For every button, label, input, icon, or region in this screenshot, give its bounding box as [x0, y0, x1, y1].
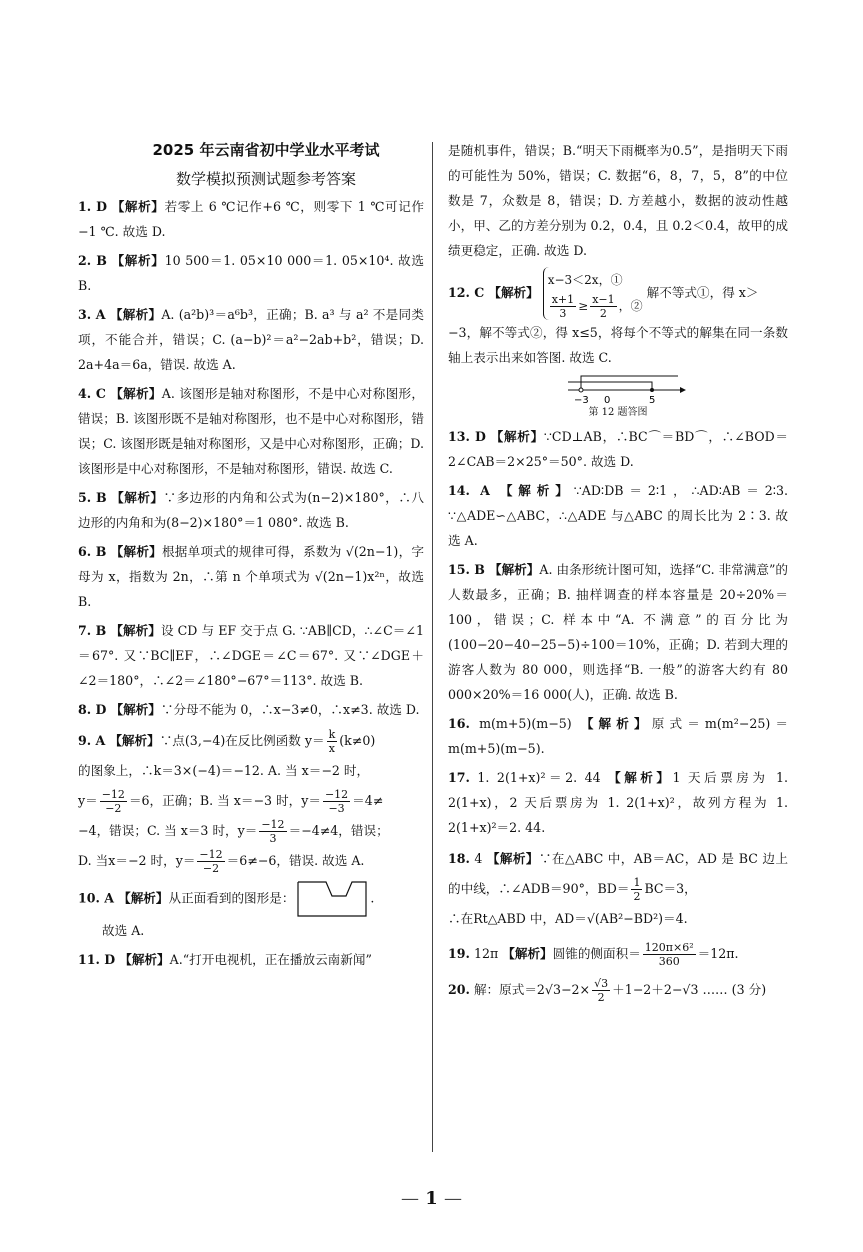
- analysis-text: ∵分母不能为 0，∴x−3≠0，∴x≠3. 故选 D.: [160, 702, 420, 717]
- answer-item-7: [78, 618, 424, 693]
- analysis-tag: 【解析】: [490, 429, 544, 444]
- fraction: $\frac{-12}{-2}$: [199, 848, 223, 875]
- number-line-figure: [566, 372, 686, 406]
- front-view-figure: [296, 880, 368, 918]
- answer-item-13: [448, 424, 788, 474]
- analysis-text: A.“打开电视机，正在播放云南新闻”: [169, 952, 372, 967]
- score-note: (3 分): [731, 982, 767, 997]
- answer-item-12: 12. C 【解析】 x−3＜2x，① $\frac{x+1}{3}$ ≥ $\frac{x-1}{2}$ ，② 解不等式①，得 x＞ −3，解不等式②，得 x≤5，将每个不等式的解集在同一条数轴上表示出来如答图. 故选 C. −3 0 5 第 12 题答图: [448, 267, 788, 420]
- column-divider: [432, 142, 433, 1152]
- answer-item-3: [78, 302, 424, 377]
- page-title: 2025 年云南省初中学业水平考试: [152, 141, 380, 159]
- answer-choice: 5. B: [78, 490, 107, 505]
- analysis-tag: 【解析】: [119, 952, 170, 967]
- axis-label-5: 5: [649, 395, 656, 406]
- answer-item-16: [448, 711, 788, 761]
- answer-value: 1. 2(1+x)²＝2. 44: [477, 770, 601, 785]
- analysis-tag: 【解析】: [110, 544, 162, 559]
- answer-number: 16.: [448, 716, 470, 731]
- answer-item-11: [78, 947, 424, 972]
- left-column: [78, 138, 424, 976]
- answer-number: 18.: [448, 851, 470, 866]
- answer-value: m(m+5)(m−5): [479, 716, 572, 731]
- answer-choice: 2. B: [78, 253, 107, 268]
- answer-number: 20.: [448, 982, 470, 997]
- right-column: [448, 138, 788, 1010]
- fraction: $\frac{1}{2}$: [633, 876, 641, 903]
- answer-item-4: [78, 381, 424, 481]
- answer-item-1: [78, 194, 424, 244]
- analysis-tag: 【解析】: [118, 890, 169, 906]
- analysis-text: A. 由条形统计图可知，选择“C. 非常满意”的人数最多，正确；B. 抽样调查的样本容量是 20÷20%＝100，错误；C. 样本中“A. 不满意”的百分比为(100−20−40−25−5)÷100＝10%，正确；D. 若到大理的游客人数为 80 000，则选择“B. 一般”的游客大约有 80 000×20%＝16 000(人)，正确. 故选 B.: [448, 562, 789, 702]
- analysis-text: ∵AD∶DB＝2∶1，∴AD∶AB＝2∶3. ∵△ADE∽△ABC，∴△ADE 与△ABC 的周长比为 2∶3. 故选 A.: [448, 483, 789, 548]
- answer-choice: 6. B: [78, 544, 107, 559]
- page-number: — 1 —: [400, 1188, 463, 1209]
- page-subtitle: 数学模拟预测试题参考答案: [175, 170, 356, 188]
- analysis-text: A. (a²b)³＝a⁶b³，正确；B. a³ 与 a² 不是同类项，不能合并，错误；C. (a−b)²＝a²−2ab+b²，错误；D. 2a+4a＝6a，错误. 故选 A.: [78, 307, 424, 372]
- analysis-tag: 【解析】: [109, 733, 160, 748]
- answer-choice: 13. D: [448, 429, 486, 444]
- fraction: $\frac{-12}{-3}$: [324, 788, 349, 815]
- answer-item-19: 19. 12π 【解析】圆锥的侧面积＝ $\frac{\text{120π×6²}}{360}$ ＝12π.: [448, 941, 739, 968]
- analysis-text: 1 天后票房为 1. 2(1+x)，2 天后票房为 1. 2(1+x)²，故列方程为 1. 2(1+x)²＝2. 44.: [448, 770, 788, 835]
- analysis-text: 从正面看到的图形是：: [168, 890, 295, 906]
- answer-item-9: 9. A 【解析】∵点(3,−4)在反比例函数 y＝ $\frac{k}{x}$ (k≠0) 的图象上，∴k＝3×(−4)＝−12. A. 当 x＝−2 时， y＝ $\frac{-12}{-2}$ ＝6，正确；B. 当 x＝−3 时，y＝ $\frac{-12}{-3}$ ＝4≠ −4，错误；C. 当 x＝3 时，y＝ $\frac{-12}{3}$ ＝−4≠4，错误； D. 当x＝−2 时，y＝ $\frac{-12}{-2}$ ＝6≠−6，错误. 故选 A.: [78, 728, 389, 875]
- analysis-tag: 【解析】: [488, 562, 540, 577]
- analysis-text: 10 500＝1. 05×10 000＝1. 05×10⁴. 故选 B.: [78, 253, 424, 293]
- answer-choice: 3. A: [78, 307, 106, 322]
- answer-choice: 7. B: [78, 623, 107, 638]
- answer-choice: 8. D: [78, 702, 107, 717]
- analysis-tag: 【解析】: [488, 285, 539, 300]
- fraction: $\frac{\text{120π×6²}}{360}$: [644, 941, 694, 968]
- answer-number: 17.: [448, 770, 470, 785]
- analysis-tag: 【解析】: [110, 386, 162, 401]
- analysis-tag: 【解析】: [110, 623, 161, 638]
- analysis-text: ∵CD⊥AB，∴BC⌒＝BD⌒，∴∠BOD＝2∠CAB＝2×25°＝50°. 故选 D.: [448, 429, 788, 469]
- answer-choice: 15. B: [448, 562, 485, 577]
- analysis-text: A. 该图形是轴对称图形，不是中心对称图形，错误；B. 该图形既不是轴对称图形，也不是中心对称图形，错误；C. 该图形既是轴对称图形，又是中心对称图形，正确；D. 该图形是中心对称图形，不是轴对称图形，错误. 故选 C.: [78, 386, 424, 476]
- answer-choice: 4. C: [78, 386, 106, 401]
- answer-choice: 11. D: [78, 952, 116, 967]
- answer-item-6: [78, 539, 424, 614]
- answer-item-14: [448, 478, 788, 553]
- analysis-text: 根据单项式的规律可得，系数为 √(2n−1)，字母为 x，指数为 2n，∴第 n 个单项式为 √(2n−1)x²ⁿ，故选 B.: [78, 544, 424, 609]
- answer-item-2: [78, 248, 424, 298]
- answer-choice: 10. A: [78, 890, 115, 906]
- analysis-tag: 【解析】: [580, 716, 652, 731]
- answer-item-17: [448, 765, 788, 840]
- answer-item-11-continued: 是随机事件，错误；B.“明天下雨概率为0.5”，是指明天下雨的可能性为 50%，错误；C. 数据“6，8，7，5，8”的中位数是 7，众数是 8，错误；D. 方差越小，数据的波动性越小，甲、乙的方差分别为 0.2，0.4，且 0.2＜0.4，故甲的成绩更稳定，正确. 故选 D.: [448, 143, 788, 258]
- analysis-text: 原式＝m(m²−25)＝m(m+5)(m−5).: [448, 716, 788, 756]
- fraction: $\frac{-12}{-2}$: [101, 788, 125, 815]
- answer-choice: 12. C: [448, 285, 485, 300]
- analysis-tag: 【解析】: [109, 307, 162, 322]
- analysis-text: 设 CD 与 EF 交于点 G. ∵AB∥CD，∴∠C＝∠1＝67°. 又∵BC∥EF，∴∠DGE＝∠C＝67°. 又∵∠DGE＋∠2＝180°，∴∠2＝∠180°−67°＝113°. 故选 B.: [78, 623, 425, 688]
- analysis-tag: 【解析】: [111, 253, 165, 268]
- answer-number: 19.: [448, 946, 470, 961]
- answer-value: 12π: [473, 946, 499, 961]
- fraction: $\frac{k}{x}$: [328, 728, 336, 755]
- axis-label-0: 0: [604, 395, 611, 406]
- fraction: $\frac{√3}{2}$: [594, 977, 609, 1004]
- analysis-tag: 【解析】: [608, 770, 673, 785]
- figure-caption: 第 12 题答图: [588, 407, 648, 418]
- analysis-tag: 【解析】: [499, 483, 574, 498]
- answer-item-18: 18. 4 【解析】∵在△ABC 中，AB＝AC，AD 是 BC 边上的中线，∴∠ADB＝90°，BD＝ $\frac{1}{2}$ BC＝3， ∴在Rt△ABD 中，AD＝√(AB²−BD²)＝4.: [448, 851, 788, 926]
- answer-choice: 9. A: [78, 733, 106, 748]
- fraction: $\frac{-12}{3}$: [261, 818, 285, 845]
- answer-item-15: [448, 557, 788, 707]
- answer-item-20: 20. 解：原式＝2√3−2× $\frac{√3}{2}$ ＋1−2＋2−√3 …… (3 分): [448, 977, 767, 1004]
- analysis-text: ∵多边形的内角和公式为(n−2)×180°，∴八边形的内角和为(8−2)×180°＝1 080°. 故选 B.: [78, 490, 425, 530]
- axis-label-neg3: −3: [574, 395, 589, 406]
- analysis-tag: 【解析】: [486, 851, 539, 866]
- answer-value: 4: [474, 851, 483, 866]
- answer-choice: 14. A: [448, 483, 490, 498]
- analysis-tag: 【解析】: [502, 946, 553, 961]
- analysis-tag: 【解析】: [111, 199, 165, 214]
- inequality-system: x−3＜2x，① $\frac{x+1}{3}$ ≥ $\frac{x-1}{2}$ ，②: [543, 267, 643, 320]
- analysis-tag: 【解析】: [111, 490, 164, 505]
- answer-item-10: 10. A 【解析】从正面看到的图形是： . 故选 A.: [78, 880, 424, 943]
- analysis-text: ∵点(3,−4)在反比例函数 y＝: [159, 733, 325, 748]
- analysis-tag: 【解析】: [110, 702, 161, 717]
- answer-item-5: [78, 485, 424, 535]
- analysis-text: 若零上 6 ℃记作+6 ℃，则零下 1 ℃可记作−1 ℃. 故选 D.: [78, 199, 425, 239]
- answer-item-8: [78, 697, 424, 722]
- answer-choice: 1. D: [78, 199, 108, 214]
